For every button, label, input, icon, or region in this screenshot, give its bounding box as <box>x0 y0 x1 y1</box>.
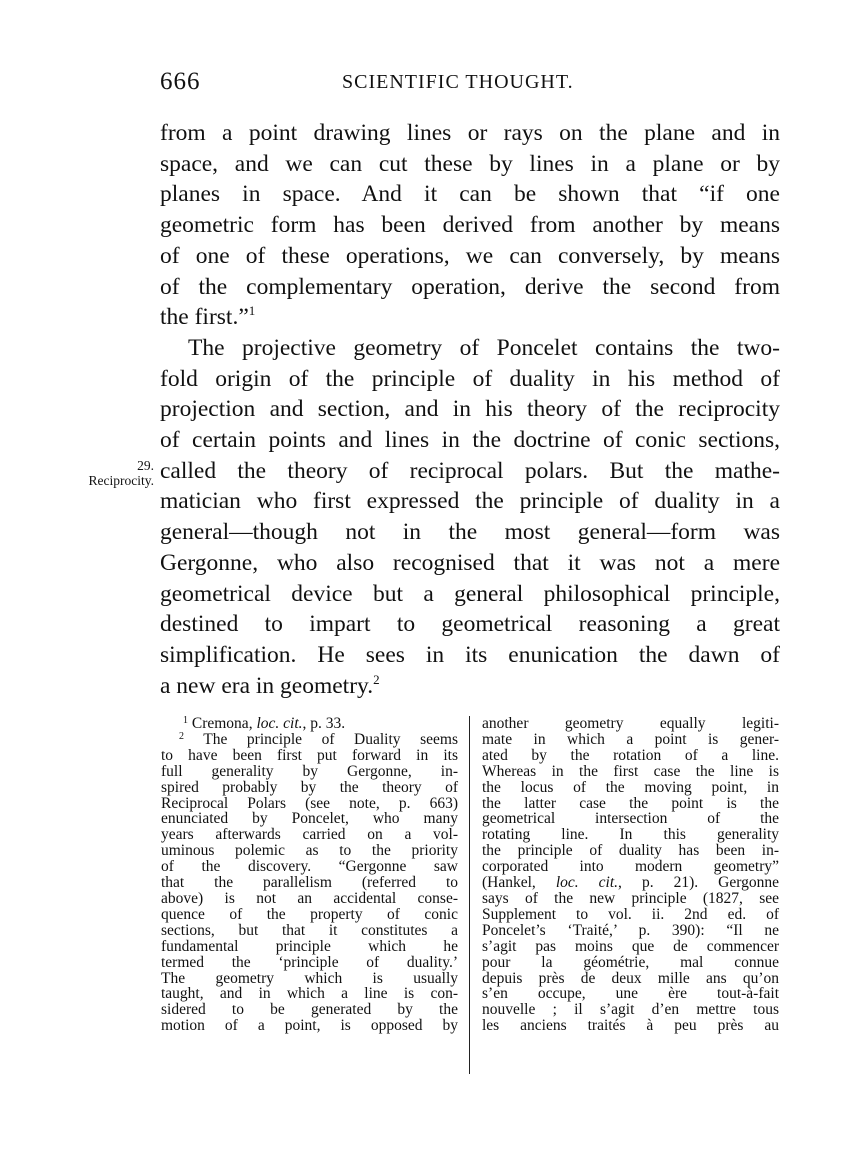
body-line: planes in space. And it can be shown that “if one <box>160 181 780 208</box>
footnote-line: ated by the rotation of a line. <box>482 746 779 764</box>
footnote-line: geometrical intersection of the <box>482 810 779 828</box>
body-line: The projective geometry of Poncelet contains the two- <box>188 334 780 361</box>
footnote-line: says of the new principle (1827, see <box>482 889 779 907</box>
footnote-line: spired probably by the theory of <box>161 778 458 796</box>
margin-note <box>62 458 154 488</box>
footnote-line: rotating line. In this generality <box>482 826 779 844</box>
footnote-line: taught, and in which a line is con- <box>161 985 458 1003</box>
margin-note-label: Reciprocity. <box>88 473 154 488</box>
footnote-line: nouvelle ; il s’agit d’en mettre tous <box>482 1001 779 1019</box>
footnote-line: the locus of the moving point, in <box>482 778 779 796</box>
body-line <box>160 671 780 702</box>
footnote-ref[interactable]: 2 <box>373 671 380 687</box>
footnote-line: The geometry which is usually <box>161 969 458 987</box>
body-line: matician who first expressed the principle of duality in a <box>160 488 780 515</box>
footnote-line: s’agit pas moins que de commencer <box>482 937 779 955</box>
running-head-title: SCIENTIFIC THOUGHT. <box>342 71 574 93</box>
body-line: called the theory of reciprocal polars. But the mathe- <box>160 457 780 484</box>
footnote-line: motion of a point, is opposed by <box>161 1017 458 1035</box>
body-line: projection and section, and in his theory of the reciprocity <box>160 396 780 423</box>
footnote-line: depuis près de deux mille ans qu’on <box>482 969 779 987</box>
footnote-line: mate in which a point is gener- <box>482 730 779 748</box>
footnote-line: fundamental principle which he <box>161 937 458 955</box>
page-number: 666 <box>160 68 201 95</box>
body-line: geometrical device but a general philosophical principle, <box>160 580 780 607</box>
body-text <box>160 118 780 701</box>
footnote-line: full generality by Gergonne, in- <box>161 762 458 780</box>
footnote-line: Poncelet’s ‘Traité,’ p. 390): “Il ne <box>482 921 779 939</box>
footnote-line: uminous polemic as to the priority <box>161 842 458 860</box>
body-line: of the complementary operation, derive the second from <box>160 273 780 300</box>
footnote-line: (Hankel, loc. cit., p. 21). Gergonne <box>482 874 780 892</box>
footnote-line: above) is not an accidental conse- <box>161 889 458 907</box>
footnote-line: Supplement to vol. ii. 2nd ed. of <box>482 905 779 923</box>
footnote-line: enunciated by Poncelet, who many <box>161 810 458 828</box>
footnote-1: $^1$ Cremona, loc. cit., p. 33. <box>183 715 346 732</box>
body-line: space, and we can cut these by lines in a plane or by <box>160 150 780 177</box>
footnote-line: les anciens traités à peu près au <box>482 1017 779 1035</box>
footnotes-right-column <box>482 716 779 1034</box>
body-line: geometric form has been derived from another by means <box>160 212 780 239</box>
footnote-line: to have been first put forward in its <box>161 746 458 764</box>
footnote-marker: 2 <box>179 730 184 742</box>
footnote-line: years afterwards carried on a vol- <box>161 826 458 844</box>
footnote-line: sidered to be generated by the <box>161 1001 458 1019</box>
footnote-line: corporated into modern geometry” <box>482 858 779 876</box>
footnote-line: the latter case the point is the <box>482 794 779 812</box>
body-line: from a point drawing lines or rays on the plane and in <box>160 120 780 146</box>
body-line: simplification. He sees in its enunication the dawn of <box>160 641 780 668</box>
footnote-line: quence of the property of conic <box>161 905 458 923</box>
body-line: of certain points and lines in the doctrine of conic sections, <box>160 427 780 454</box>
column-divider <box>469 716 470 1074</box>
footnote-line: termed the ‘principle of duality.’ <box>161 953 458 971</box>
footnote-line: Reciprocal Polars (see note, p. 663) <box>161 794 458 812</box>
margin-note-number: 29. <box>137 458 154 473</box>
body-line-text: the first.” <box>160 304 249 331</box>
footnote-line: of the discovery. “Gergonne saw <box>161 858 458 876</box>
footnote-line: another geometry equally legiti- <box>482 715 779 732</box>
body-line: destined to impart to geometrical reasoning a great <box>160 611 780 638</box>
footnotes-left-column <box>161 716 458 1034</box>
body-line-text: a new era in geometry. <box>160 672 374 699</box>
footnote-line: the principle of duality has been in- <box>482 842 779 860</box>
footnote-line: s’en occupe, une ère tout-à-fait <box>482 985 779 1003</box>
footnote-2-start: $^2$ The principle of Duality seems <box>179 730 458 748</box>
footnote-line: Whereas in the first case the line is <box>482 762 779 780</box>
body-line: of one of these operations, we can conversely, by means <box>160 242 780 269</box>
body-line: Gergonne, who also recognised that it was not a mere <box>160 549 780 576</box>
footnote-line: sections, but that it constitutes a <box>161 921 458 939</box>
body-line: fold origin of the principle of duality in his method of <box>160 365 780 392</box>
footnote-line: that the parallelism (referred to <box>161 874 458 892</box>
footnote-ref[interactable]: 1 <box>248 303 256 319</box>
body-line <box>160 302 780 333</box>
footnote-line: pour la géométrie, mal connue <box>482 953 779 971</box>
running-header <box>160 68 778 104</box>
body-line: general—though not in the most general—form was <box>160 519 780 546</box>
footnote-marker: 1 <box>183 715 188 726</box>
